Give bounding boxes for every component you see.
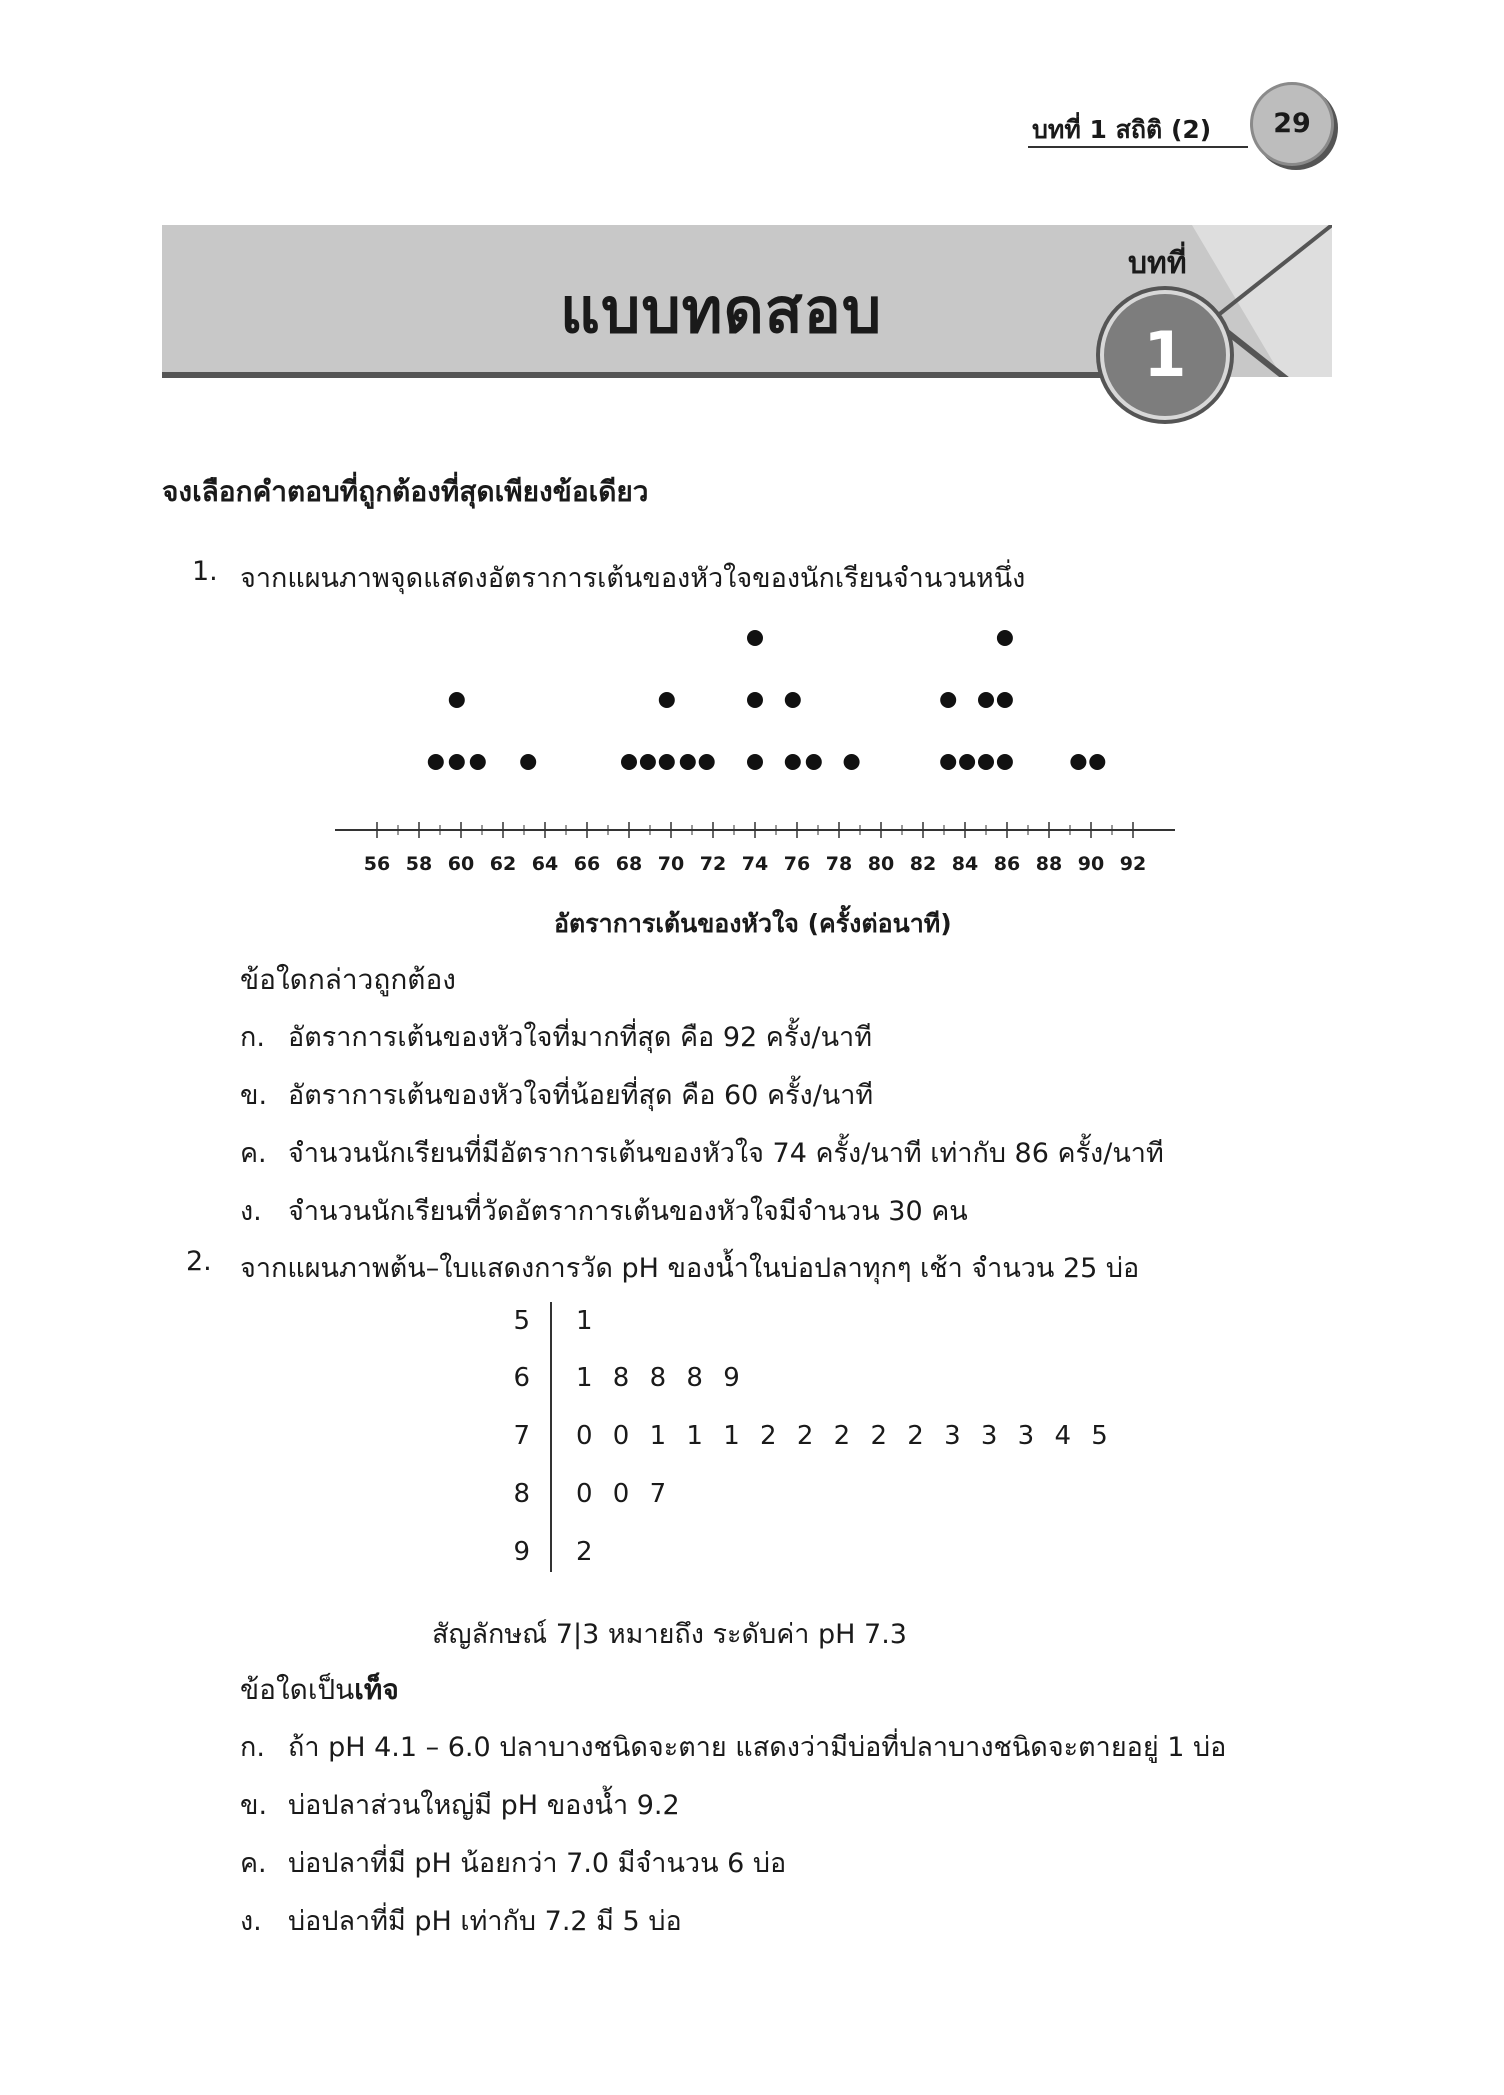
q1-option-d-text: จำนวนนักเรียนที่วัดอัตราการเต้นของหัวใจมีจำนวน 30 คน (288, 1196, 968, 1227)
q1-option-b-text: อัตราการเต้นของหัวใจที่น้อยที่สุด คือ 60 ครั้ง/นาที (288, 1080, 874, 1111)
stem-9: 9 (513, 1537, 530, 1567)
dot-plot-point (785, 692, 801, 708)
stem-leaf-divider (550, 1302, 552, 1572)
running-header-title: บทที่ 1 สถิติ (2) (1032, 115, 1212, 144)
dot-plot-point (1070, 754, 1086, 770)
q1-option-d-letter: ง. (240, 1196, 262, 1227)
x-tick-label: 76 (783, 853, 811, 875)
question-2-prompt-prefix: ข้อใดเป็น (240, 1673, 355, 1706)
dot-plot-point (997, 754, 1013, 770)
page-number: 29 (1273, 108, 1311, 139)
dot-plot-point (520, 754, 536, 770)
stem-8: 8 (513, 1479, 530, 1509)
q1-option-b-letter: ข. (240, 1080, 268, 1111)
x-tick-label: 90 (1077, 853, 1105, 875)
dot-plot-point (978, 692, 994, 708)
dot-plot-point (785, 754, 801, 770)
x-tick-label: 88 (1035, 853, 1063, 875)
x-tick-label: 60 (447, 853, 475, 875)
dot-plot-point (1089, 754, 1105, 770)
q2-option-c-text: บ่อปลาที่มี pH น้อยกว่า 7.0 มีจำนวน 6 บ่อ (288, 1848, 787, 1879)
q2-option-a-letter: ก. (240, 1732, 265, 1763)
question-1-text: จากแผนภาพจุดแสดงอัตราการเต้นของหัวใจของนักเรียนจำนวนหนึ่ง (240, 563, 1026, 594)
dot-plot-point (428, 754, 444, 770)
q2-option-b-letter: ข. (240, 1790, 268, 1821)
x-tick-label: 56 (363, 853, 391, 875)
question-1-prompt: ข้อใดกล่าวถูกต้อง (240, 963, 456, 996)
leaves-6: 1 8 8 8 9 (576, 1363, 746, 1393)
dot-plot-point (699, 754, 715, 770)
q2-option-a-text: ถ้า pH 4.1 – 6.0 ปลาบางชนิดจะตาย แสดงว่ามีบ่อที่ปลาบางชนิดจะตายอยู่ 1 บ่อ (288, 1732, 1227, 1763)
chapter-number: 1 (1143, 318, 1187, 391)
dot-plot-point (680, 754, 696, 770)
title-banner-underline (162, 372, 1102, 378)
dot-plot-point (747, 630, 763, 646)
dot-plot-point (940, 754, 956, 770)
q2-option-d-letter: ง. (240, 1906, 262, 1937)
dot-plot-point (640, 754, 656, 770)
x-tick-label: 74 (741, 853, 769, 875)
question-2-prompt (240, 1668, 399, 1712)
q2-option-d-text: บ่อปลาที่มี pH เท่ากับ 7.2 มี 5 บ่อ (288, 1906, 682, 1937)
dot-plot-point (959, 754, 975, 770)
x-tick-label: 58 (405, 853, 433, 875)
q1-option-a-text: อัตราการเต้นของหัวใจที่มากที่สุด คือ 92 ครั้ง/นาที (288, 1022, 873, 1053)
leaves-7: 0 0 1 1 1 2 2 2 2 2 3 3 3 4 5 (576, 1421, 1114, 1451)
x-tick-label: 80 (867, 853, 895, 875)
running-header-rule (1028, 146, 1248, 148)
x-tick-label: 82 (909, 853, 937, 875)
dot-plot-point (470, 754, 486, 770)
dot-plot-point (940, 692, 956, 708)
dot-plot-point (844, 754, 860, 770)
leaves-5: 1 (576, 1306, 599, 1336)
q1-option-c-letter: ค. (240, 1138, 267, 1169)
stem-leaf-key: สัญลักษณ์ 7|3 หมายถึง ระดับค่า pH 7.3 (432, 1619, 907, 1650)
question-1-number: 1. (192, 556, 218, 587)
x-tick-label: 86 (993, 853, 1021, 875)
dot-plot-point (806, 754, 822, 770)
x-tick-label: 70 (657, 853, 685, 875)
dot-plot-point (997, 630, 1013, 646)
q2-option-b-text: บ่อปลาส่วนใหญ่มี pH ของน้ำ 9.2 (288, 1790, 680, 1821)
x-tick-label: 84 (951, 853, 979, 875)
page-number-badge (1250, 82, 1334, 166)
x-tick-label: 64 (531, 853, 559, 875)
dot-plot-point (449, 692, 465, 708)
instruction: จงเลือกคำตอบที่ถูกต้องที่สุดเพียงข้อเดียว (162, 475, 649, 508)
chapter-number-badge (1100, 290, 1230, 420)
chapter-label: บทที่ (1128, 246, 1187, 281)
x-tick-label: 68 (615, 853, 643, 875)
stem-6: 6 (513, 1363, 530, 1393)
dot-plot-point (747, 692, 763, 708)
page-title: แบบทดสอบ (560, 274, 883, 347)
x-tick-label: 92 (1119, 853, 1147, 875)
question-2-prompt-emphasis: เท็จ (354, 1673, 399, 1706)
dot-plot-chart (320, 610, 1180, 890)
dot-plot-point (621, 754, 637, 770)
x-tick-label: 72 (699, 853, 727, 875)
dot-plot-point (978, 754, 994, 770)
dot-plot-point (659, 692, 675, 708)
x-tick-label: 78 (825, 853, 853, 875)
dot-plot-point (449, 754, 465, 770)
stem-7: 7 (513, 1421, 530, 1451)
q1-option-a-letter: ก. (240, 1022, 265, 1053)
stem-5: 5 (513, 1306, 530, 1336)
dot-plot-x-axis-label: อัตราการเต้นของหัวใจ (ครั้งต่อนาที) (554, 909, 952, 938)
q2-option-c-letter: ค. (240, 1848, 267, 1879)
x-tick-label: 66 (573, 853, 601, 875)
dot-plot-point (747, 754, 763, 770)
leaves-8: 0 0 7 (576, 1479, 673, 1509)
dot-plot-point (997, 692, 1013, 708)
q1-option-c-text: จำนวนนักเรียนที่มีอัตราการเต้นของหัวใจ 74 ครั้ง/นาที เท่ากับ 86 ครั้ง/นาที (288, 1138, 1164, 1169)
question-2-text: จากแผนภาพต้น–ใบแสดงการวัด pH ของน้ำในบ่อปลาทุกๆ เช้า จำนวน 25 บ่อ (240, 1253, 1140, 1284)
x-tick-label: 62 (489, 853, 517, 875)
question-2-number: 2. (186, 1246, 212, 1277)
dot-plot-point (659, 754, 675, 770)
leaves-9: 2 (576, 1537, 599, 1567)
